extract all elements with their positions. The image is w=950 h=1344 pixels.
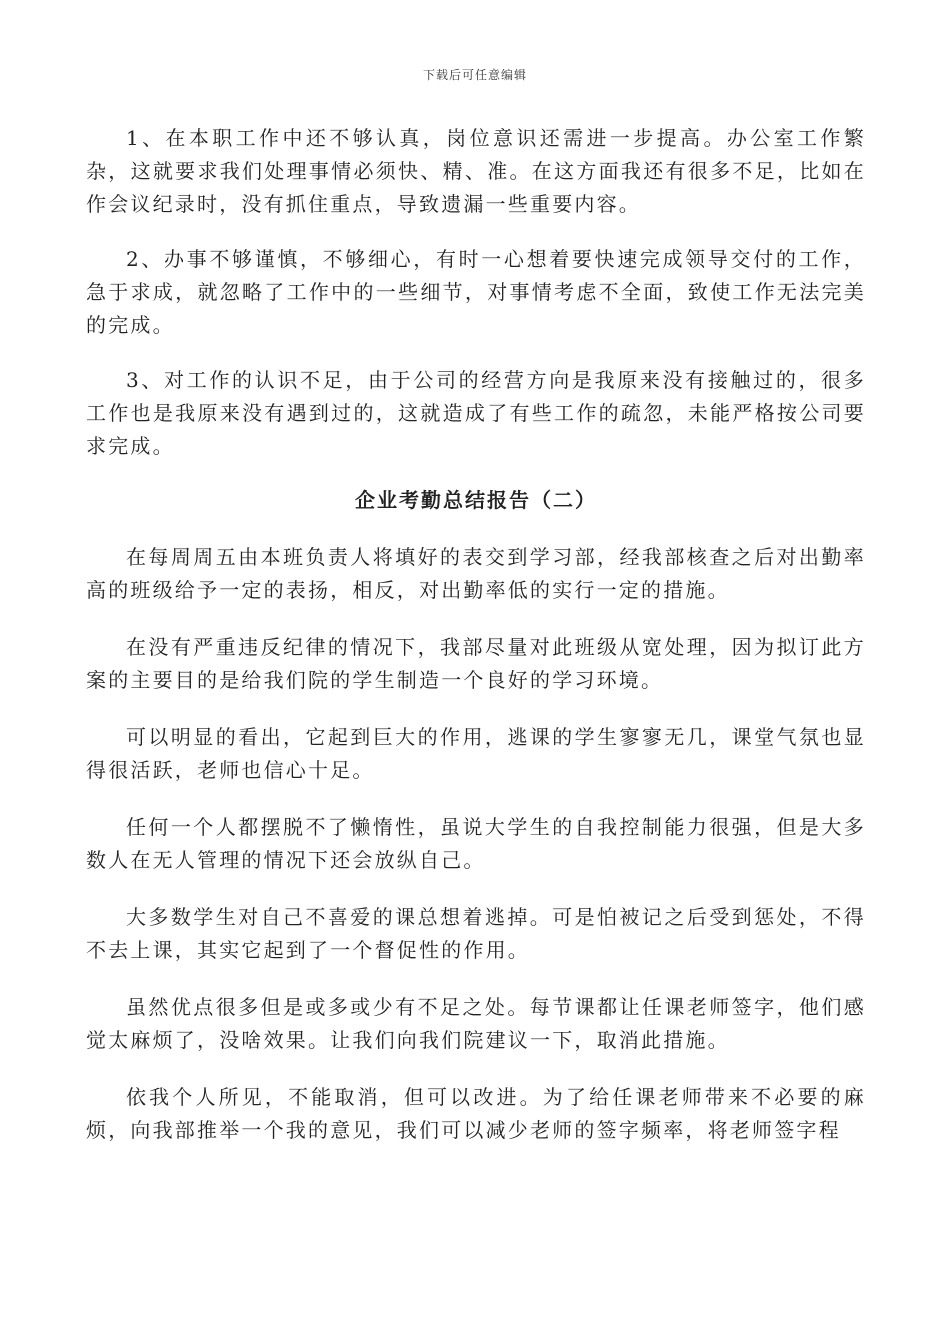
body-paragraph: 大多数学生对自己不喜爱的课总想着逃掉。可是怕被记之后受到惩处，不得不去上课，其实它起到了一个督促性的作用。 bbox=[86, 905, 866, 962]
body-paragraph: 可以明显的看出，它起到巨大的作用，逃课的学生寥寥无几，课堂气氛也显得很活跃，老师也信心十足。 bbox=[86, 725, 866, 782]
header-note: 下载后可任意编辑 bbox=[422, 68, 527, 82]
list-item-paragraph: 2、办事不够谨慎，不够细心，有时一心想着要快速完成领导交付的工作，急于求成，就忽略了工作中的一些细节，对事情考虑不全面，致使工作无法完美的完成。 bbox=[86, 247, 866, 337]
section-body bbox=[86, 541, 866, 1147]
section-title: 企业考勤总结报告（二） bbox=[355, 488, 597, 512]
body-paragraph: 任何一个人都摆脱不了懒惰性，虽说大学生的自我控制能力很强，但是大多数人在无人管理的情况下还会放纵自己。 bbox=[86, 815, 866, 872]
body-paragraph: 在每周周五由本班负责人将填好的表交到学习部，经我部核查之后对出勤率高的班级给予一定的表扬，相反，对出勤率低的实行一定的措施。 bbox=[86, 545, 866, 602]
document-content bbox=[86, 122, 866, 1171]
body-paragraph: 依我个人所见，不能取消，但可以改进。为了给任课老师带来不必要的麻烦，向我部推举一个我的意见，我们可以减少老师的签字频率，将老师签字程 bbox=[86, 1085, 866, 1142]
list-item-paragraph: 3、对工作的认识不足，由于公司的经营方向是我原来没有接触过的，很多工作也是我原来没有遇到过的，这就造成了有些工作的疏忽，未能严格按公司要求完成。 bbox=[86, 368, 866, 458]
list-item-paragraph: 1、在本职工作中还不够认真，岗位意识还需进一步提高。办公室工作繁杂，这就要求我们处理事情必须快、精、准。在这方面我还有很多不足，比如在作会议纪录时，没有抓住重点，导致遗漏一些重要内容。 bbox=[86, 126, 866, 216]
body-paragraph: 在没有严重违反纪律的情况下，我部尽量对此班级从宽处理，因为拟订此方案的主要目的是给我们院的学生制造一个良好的学习环境。 bbox=[86, 635, 866, 692]
body-paragraph: 虽然优点很多但是或多或少有不足之处。每节课都让任课老师签字，他们感觉太麻烦了，没啥效果。让我们向我们院建议一下，取消此措施。 bbox=[86, 995, 866, 1052]
